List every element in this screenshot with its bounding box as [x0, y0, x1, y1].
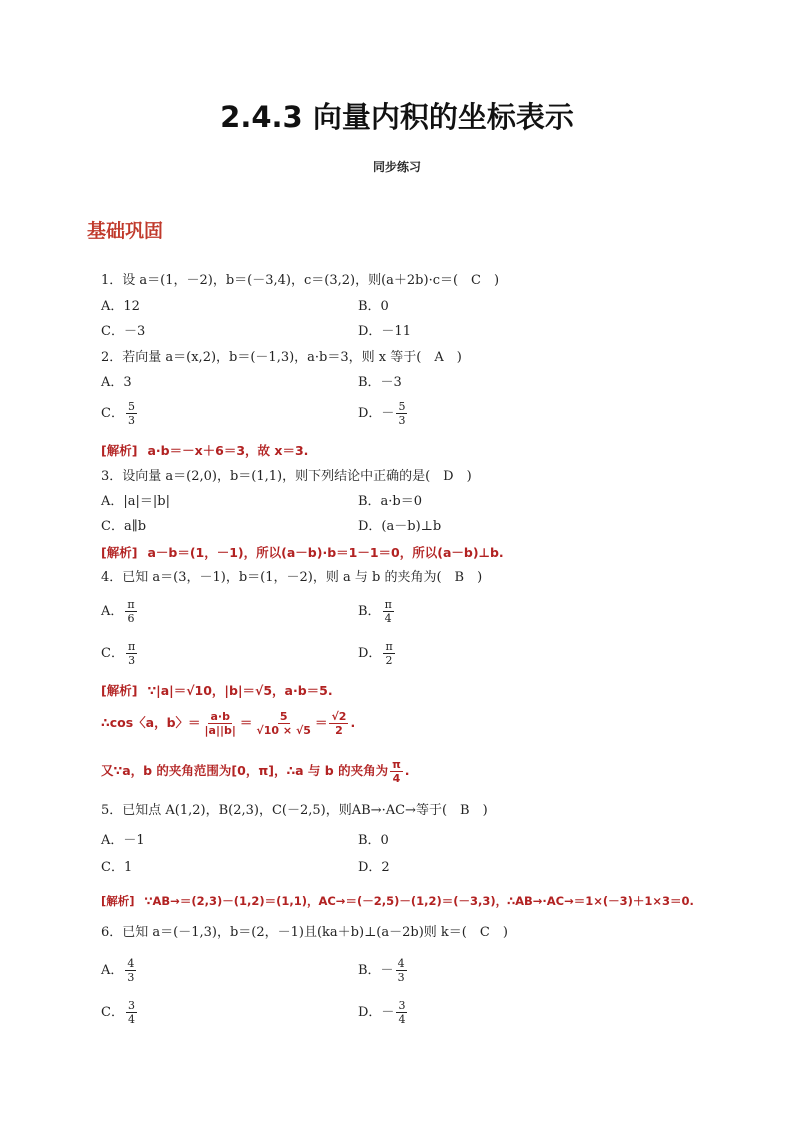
fraction-numerator: 5	[279, 710, 288, 723]
analysis-text: ∴cos〈a，b〉＝	[101, 715, 201, 730]
analysis-text: a·b＝－x＋6＝3，故 x＝3.	[147, 443, 309, 458]
document-subtitle: 同步练习	[372, 160, 421, 174]
fraction-numerator: 5	[127, 400, 135, 413]
fraction	[203, 710, 238, 737]
question-2-option-d	[358, 400, 409, 427]
question-5-analysis	[101, 892, 694, 910]
fraction-denominator: 3	[127, 971, 135, 984]
fraction-numerator: π	[127, 598, 135, 611]
option-prefix: D．	[358, 646, 382, 661]
question-4-analysis-line-2	[101, 710, 355, 737]
question-2-stem: 2．若向量 a＝(x,2)，b＝(－1,3)，a·b＝3，则 x 等于( A )	[101, 350, 462, 365]
fraction-denominator: 3	[128, 654, 136, 667]
fraction-numerator: a·b	[210, 710, 230, 723]
fraction-denominator: 3	[398, 414, 406, 427]
fraction	[126, 400, 137, 427]
question-5-option-a: A．－1	[101, 833, 145, 848]
fraction-numerator: π	[392, 758, 401, 771]
equals-sign: ＝	[314, 715, 328, 730]
question-2-option-c	[101, 400, 139, 427]
question-2-option-b: B．－3	[358, 375, 402, 390]
question-2-option-a: A．3	[101, 375, 132, 390]
fraction	[254, 710, 313, 737]
option-prefix: D．－	[358, 406, 395, 421]
option-prefix: D．－	[358, 1005, 395, 1020]
question-1-option-a: A．12	[101, 299, 140, 314]
fraction	[396, 957, 407, 984]
fraction-numerator: 3	[127, 999, 135, 1012]
fraction	[126, 640, 137, 667]
question-4-stem: 4．已知 a＝(3，－1)，b＝(1，－2)，则 a 与 b 的夹角为( B )	[101, 570, 483, 585]
fraction-denominator: 3	[397, 971, 405, 984]
fraction	[383, 598, 394, 625]
option-prefix: B．	[358, 604, 381, 619]
period: .	[350, 715, 356, 730]
fraction-denominator: 2	[335, 724, 343, 737]
analysis-text: 又∵a，b 的夹角范围为[0，π]，∴a 与 b 的夹角为	[101, 763, 389, 778]
fraction-numerator: π	[385, 640, 393, 653]
document-title: 2.4.3 向量内积的坐标表示	[220, 100, 574, 134]
analysis-tag: [解析]	[101, 894, 135, 908]
question-3-option-a: A．|a|＝|b|	[101, 494, 170, 509]
analysis-tag: [解析]	[101, 443, 138, 458]
fraction	[396, 999, 407, 1026]
fraction-numerator: √2	[331, 710, 347, 723]
analysis-tag: [解析]	[101, 545, 138, 560]
question-6-stem: 6．已知 a＝(－1,3)，b＝(2，－1)且(ka＋b)⊥(a－2b)则 k＝( C )	[101, 925, 508, 940]
question-3-option-d: D．(a－b)⊥b	[358, 519, 442, 534]
fraction	[125, 598, 136, 625]
fraction	[125, 957, 136, 984]
fraction-numerator: 4	[127, 957, 135, 970]
question-5-option-d: D．2	[358, 860, 390, 875]
question-1-stem: 1．设 a＝(1，－2)，b＝(－3,4)，c＝(3,2)，则(a＋2b)·c＝( C )	[101, 273, 500, 288]
option-prefix: C．	[101, 406, 124, 421]
question-4-option-d	[358, 640, 397, 667]
question-6-option-d	[358, 999, 409, 1026]
fraction-numerator: π	[384, 598, 392, 611]
fraction-denominator: √10 × √5	[256, 724, 311, 737]
analysis-text: ∵AB→＝(2,3)－(1,2)＝(1,1)，AC→＝(－2,5)－(1,2)＝(－3,3)，∴AB→·AC→＝1×(－3)＋1×3＝0.	[144, 894, 694, 908]
analysis-tag: [解析]	[101, 683, 138, 698]
fraction-denominator: 4	[384, 612, 392, 625]
fraction-denominator: 4	[127, 1013, 135, 1026]
period: .	[404, 763, 410, 778]
fraction	[383, 640, 394, 667]
fraction	[329, 710, 348, 737]
question-5-option-b: B．0	[358, 833, 389, 848]
fraction	[396, 400, 407, 427]
question-4-option-a	[101, 598, 139, 625]
question-1-option-d: D．－11	[358, 324, 411, 339]
question-6-option-b	[358, 957, 409, 984]
question-5-stem: 5．已知点 A(1,2)，B(2,3)，C(－2,5)，则AB→·AC→等于( B )	[101, 803, 488, 818]
question-2-analysis	[101, 442, 308, 460]
question-3-analysis	[101, 544, 504, 562]
question-4-option-c	[101, 640, 139, 667]
fraction-denominator: 4	[392, 772, 401, 785]
question-6-option-c	[101, 999, 139, 1026]
question-1-option-c: C．－3	[101, 324, 146, 339]
question-4-option-b	[358, 598, 396, 625]
fraction-numerator: 4	[397, 957, 405, 970]
question-3-option-c: C．a∥b	[101, 519, 147, 534]
fraction	[390, 758, 403, 785]
option-prefix: C．	[101, 1005, 124, 1020]
analysis-text: ∵|a|＝√10，|b|＝√5，a·b＝5.	[147, 683, 333, 698]
fraction-numerator: 5	[398, 400, 406, 413]
equals-sign: ＝	[239, 715, 253, 730]
fraction-denominator: 2	[385, 654, 393, 667]
question-1-option-b: B．0	[358, 299, 389, 314]
fraction-denominator: 4	[398, 1013, 406, 1026]
question-4-analysis-line-3	[101, 758, 410, 785]
analysis-text: a－b＝(1，－1)，所以(a－b)·b＝1－1＝0，所以(a－b)⊥b.	[147, 545, 504, 560]
question-3-option-b: B．a·b＝0	[358, 494, 423, 509]
question-4-analysis-line-1	[101, 682, 333, 700]
fraction-denominator: 3	[127, 414, 135, 427]
fraction-numerator: 3	[398, 999, 406, 1012]
option-prefix: B．－	[358, 963, 394, 978]
question-6-option-a	[101, 957, 138, 984]
fraction-denominator: 6	[127, 612, 135, 625]
question-5-option-c: C．1	[101, 860, 133, 875]
fraction-denominator: |a||b|	[204, 724, 236, 737]
section-heading: 基础巩固	[87, 220, 164, 242]
fraction	[126, 999, 137, 1026]
question-3-stem: 3．设向量 a＝(2,0)，b＝(1,1)，则下列结论中正确的是( D )	[101, 469, 472, 484]
option-prefix: A．	[101, 963, 124, 978]
option-prefix: C．	[101, 646, 124, 661]
fraction-numerator: π	[127, 640, 136, 653]
option-prefix: A．	[101, 604, 124, 619]
